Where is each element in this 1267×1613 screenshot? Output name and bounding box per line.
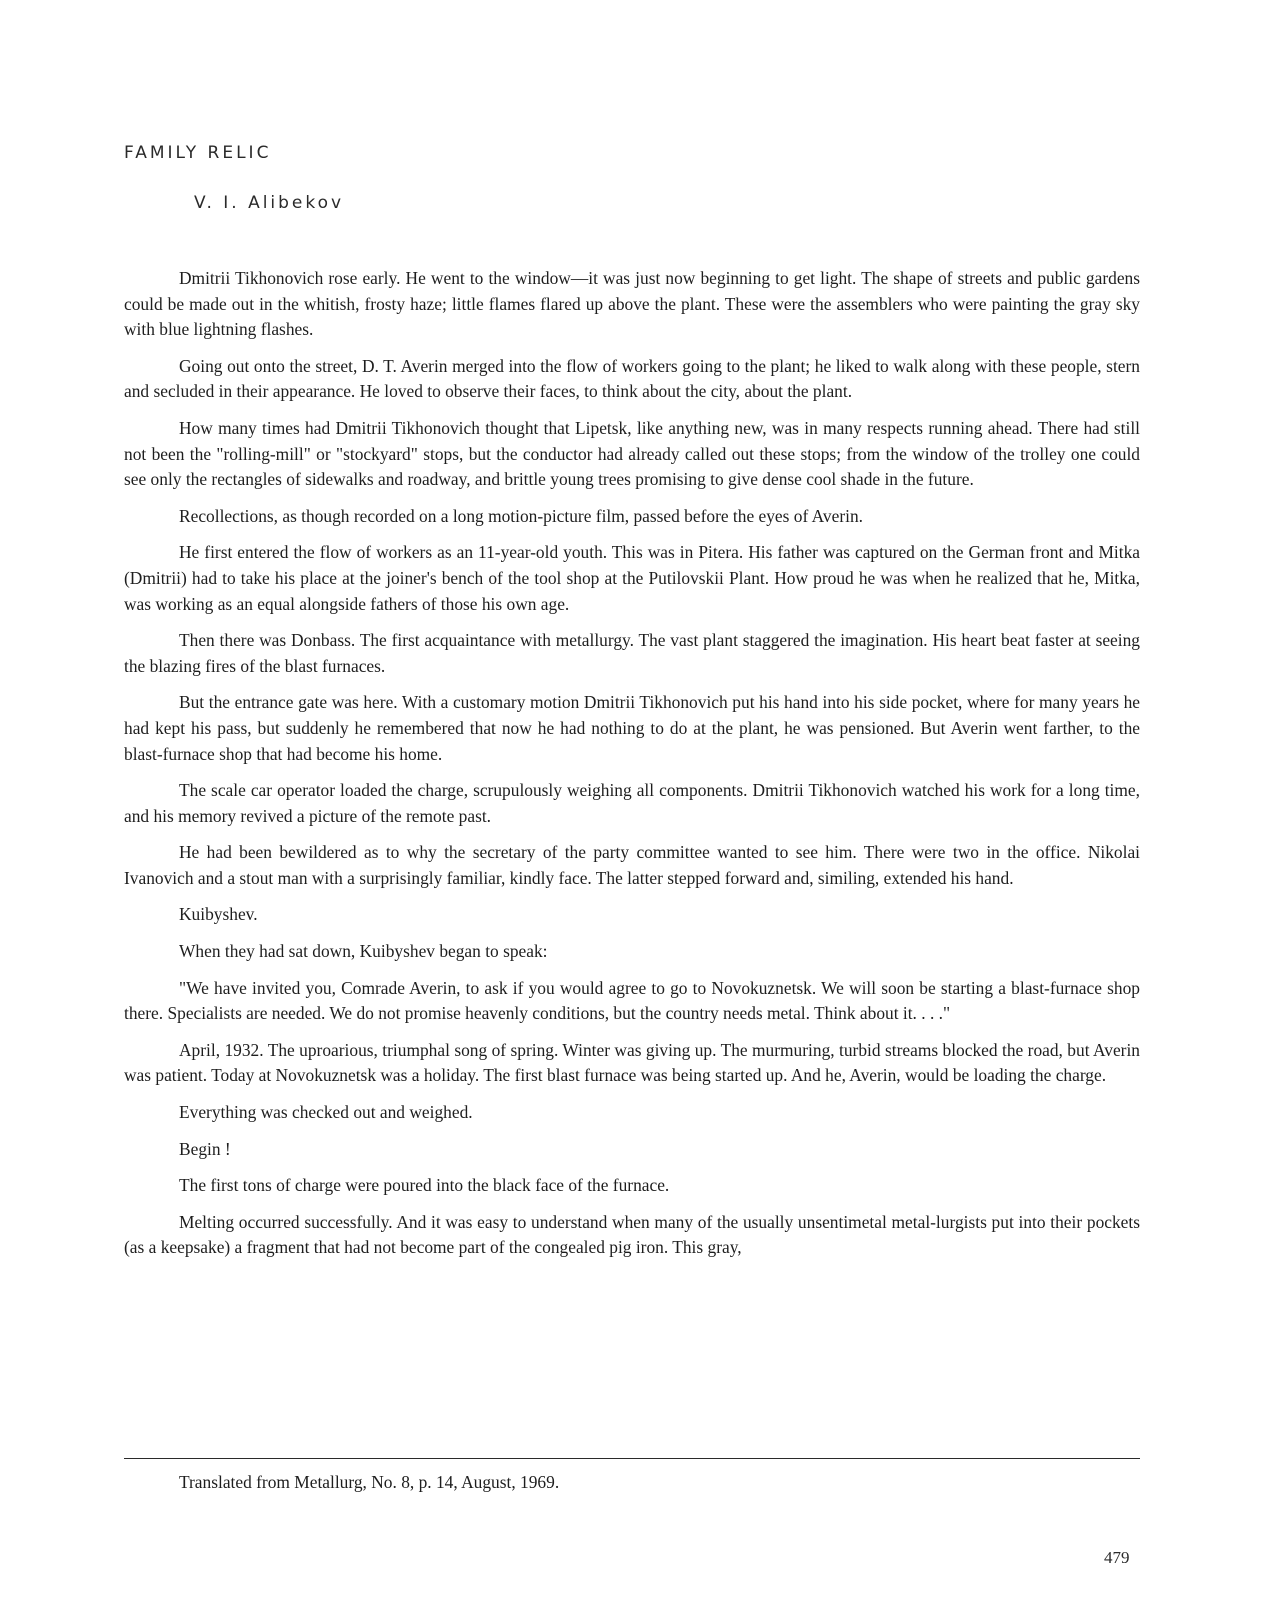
- paragraph: He first entered the flow of workers as an 11-year-old youth. This was in Pitera. His father was captured on the German front and Mitka (Dmitrii) had to take his place at the joiner's bench of the tool shop at the Putilovskii Plant. How proud he was when he realized that he, Mitka, was working as an equal alongside fathers of those his own age.: [124, 542, 1140, 614]
- paragraph: Going out onto the street, D. T. Averin merged into the flow of workers going to the plant; he liked to walk along with these people, stern and secluded in their appearance. He loved to observe their faces, to think about the city, about the plant.: [124, 355, 1140, 402]
- paragraph: Recollections, as though recorded on a long motion-picture film, passed before the eyes of Averin.: [179, 505, 863, 526]
- translation-footnote: Translated from Metallurg, No. 8, p. 14, August, 1969.: [179, 1472, 560, 1492]
- paragraph: But the entrance gate was here. With a customary motion Dmitrii Tikhonovich put his hand into his side pocket, where for many years he had kept his pass, but suddenly he remembered that now he had nothing to do at the plant, he was pensioned. But Averin went farther, to the blast-furnace shop that had become his home.: [124, 692, 1140, 764]
- paragraph: Kuibyshev.: [179, 904, 258, 925]
- paragraph: The scale car operator loaded the charge, scrupulously weighing all components. Dmitrii Tikhonovich watched his work for a long time, and his memory revived a picture of the remote past.: [124, 780, 1140, 826]
- paragraph: The first tons of charge were poured into the black face of the furnace.: [179, 1175, 670, 1196]
- paragraph: Dmitrii Tikhonovich rose early. He went to the window—it was just now beginning to get light. The shape of streets and public gardens could be made out in the whitish, frosty haze; little flames flared up above the plant. These were the assemblers who were painting the gray sky with blue lightning flashes.: [124, 268, 1140, 340]
- paragraph: He had been bewildered as to why the secretary of the party committee wanted to see him. There were two in the office. Nikolai Ivanovich and a stout man with a surprisingly familiar, kindly face. The latter stepped forward and, similing, extended his hand.: [124, 842, 1140, 888]
- paragraph: When they had sat down, Kuibyshev began to speak:: [179, 941, 548, 962]
- footnote-divider: [124, 1458, 1140, 1459]
- paragraph: Everything was checked out and weighed.: [179, 1102, 473, 1123]
- paragraph: April, 1932. The uproarious, triumphal song of spring. Winter was giving up. The murmuring, turbid streams blocked the road, but Averin was patient. Today at Novokuznetsk was a holiday. The first blast furnace was being started up. And he, Averin, would be loading the charge.: [124, 1039, 1140, 1086]
- article-author: V. I. Alibekov: [194, 193, 345, 213]
- paragraph: Then there was Donbass. The first acquaintance with metallurgy. The vast plant staggered the imagination. His heart beat faster at seeing the blazing fires of the blast furnaces.: [124, 630, 1140, 676]
- paragraph: How many times had Dmitrii Tikhonovich thought that Lipetsk, like anything new, was in many respects running ahead. There had still not been the "rolling-mill" or "stockyard" stops, but the conductor had already called out these stops; from the window of the trolley one could see only the rectangles of sidewalks and roadway, and brittle young trees promising to give dense cool shade in the future.: [124, 417, 1140, 490]
- article-title: FAMILY RELIC: [124, 143, 272, 163]
- article-body: [124, 266, 1140, 1272]
- paragraph: Melting occurred successfully. And it was easy to understand when many of the usually unsentimetal metal-lurgists put into their pockets (as a keepsake) a fragment that had not become part of the congealed pig iron. This gray,: [124, 1211, 1140, 1258]
- page-number: 479: [1104, 1548, 1130, 1567]
- paragraph: "We have invited you, Comrade Averin, to ask if you would agree to go to Novokuznetsk. We will soon be starting a blast-furnace shop there. Specialists are needed. We do not promise heavenly conditions, but the country needs metal. Think about it. . . .": [124, 977, 1140, 1024]
- paragraph: Begin !: [179, 1138, 231, 1159]
